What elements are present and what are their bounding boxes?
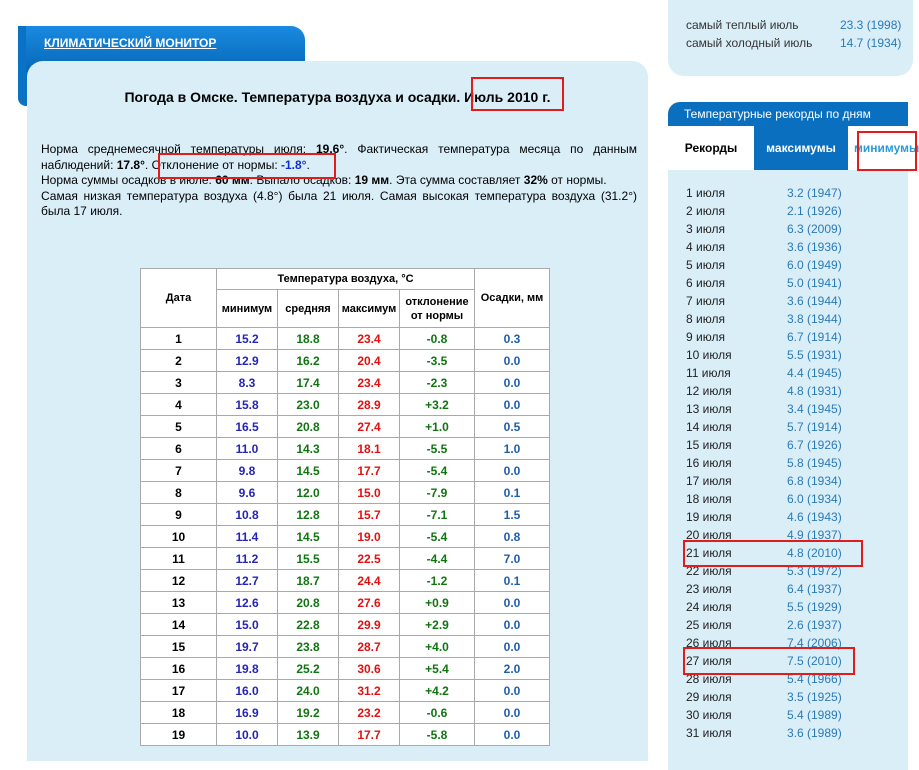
row-min: 11.0 — [217, 438, 278, 460]
record-row — [686, 312, 842, 326]
record-date: 18 июля — [686, 492, 732, 506]
record-value[interactable]: 3.6 (1936) — [787, 240, 842, 254]
record-value[interactable]: 3.6 (1989) — [787, 726, 842, 740]
row-avg: 17.4 — [278, 372, 339, 394]
table-row — [141, 658, 550, 680]
record-row — [686, 330, 842, 344]
coldest-july-label: самый холодный июль — [686, 36, 813, 50]
row-min: 12.6 — [217, 592, 278, 614]
record-row — [686, 600, 842, 614]
row-date: 6 — [141, 438, 217, 460]
row-max: 27.6 — [339, 592, 400, 614]
record-date: 3 июля — [686, 222, 725, 236]
summary-p1b: . Фактическая температура месяца по данным наблюдений: — [41, 142, 638, 172]
record-value[interactable]: 2.6 (1937) — [787, 618, 842, 632]
row-min: 15.8 — [217, 394, 278, 416]
row-avg: 23.0 — [278, 394, 339, 416]
record-date: 7 июля — [686, 294, 725, 308]
row-precip: 0.0 — [475, 460, 550, 482]
record-row — [686, 258, 842, 272]
record-value[interactable]: 5.5 (1931) — [787, 348, 842, 362]
row-avg: 15.5 — [278, 548, 339, 570]
table-row — [141, 548, 550, 570]
record-row — [686, 726, 842, 740]
record-value[interactable]: 3.4 (1945) — [787, 402, 842, 416]
record-date: 25 июля — [686, 618, 732, 632]
row-deviation: -5.5 — [400, 438, 475, 460]
row-date: 4 — [141, 394, 217, 416]
row-avg: 13.9 — [278, 724, 339, 746]
record-value[interactable]: 4.8 (1931) — [787, 384, 842, 398]
row-min: 15.0 — [217, 614, 278, 636]
record-date: 28 июля — [686, 672, 732, 686]
record-value[interactable]: 7.4 (2006) — [787, 636, 842, 650]
table-row — [141, 394, 550, 416]
row-deviation: +0.9 — [400, 592, 475, 614]
record-date: 22 июля — [686, 564, 732, 578]
row-max: 30.6 — [339, 658, 400, 680]
row-precip: 0.0 — [475, 614, 550, 636]
actual-precip: 19 мм — [354, 173, 390, 187]
record-value[interactable]: 6.0 (1949) — [787, 258, 842, 272]
weather-table — [140, 268, 550, 746]
row-date: 7 — [141, 460, 217, 482]
row-date: 13 — [141, 592, 217, 614]
record-value[interactable]: 4.8 (2010) — [787, 546, 842, 560]
table-row — [141, 438, 550, 460]
row-precip: 0.0 — [475, 680, 550, 702]
col-temp-header: Температура воздуха, °С — [217, 269, 475, 290]
record-row — [686, 618, 842, 632]
record-row — [686, 654, 842, 668]
summary-p1d: . — [306, 157, 310, 172]
record-row — [686, 348, 842, 362]
record-row — [686, 672, 842, 686]
record-row — [686, 582, 842, 596]
records-header-title: Температурные рекорды по дням — [684, 107, 871, 121]
row-precip: 1.5 — [475, 504, 550, 526]
col-min-header: минимум — [217, 290, 278, 328]
record-value[interactable]: 5.0 (1941) — [787, 276, 842, 290]
record-date: 10 июля — [686, 348, 732, 362]
row-min: 10.0 — [217, 724, 278, 746]
row-max: 31.2 — [339, 680, 400, 702]
record-value[interactable]: 3.5 (1925) — [787, 690, 842, 704]
row-precip: 7.0 — [475, 548, 550, 570]
row-max: 28.9 — [339, 394, 400, 416]
row-avg: 20.8 — [278, 592, 339, 614]
row-avg: 12.8 — [278, 504, 339, 526]
row-max: 29.9 — [339, 614, 400, 636]
row-min: 19.7 — [217, 636, 278, 658]
row-deviation: -0.8 — [400, 328, 475, 350]
row-deviation: +3.2 — [400, 394, 475, 416]
main-content-panel — [27, 61, 648, 761]
row-date: 10 — [141, 526, 217, 548]
row-deviation: -4.4 — [400, 548, 475, 570]
row-precip: 0.0 — [475, 350, 550, 372]
month-extremes-box — [668, 0, 913, 76]
row-max: 24.4 — [339, 570, 400, 592]
row-date: 14 — [141, 614, 217, 636]
row-date: 19 — [141, 724, 217, 746]
row-deviation: +5.4 — [400, 658, 475, 680]
summary-p2a: Норма суммы осадков в июле: — [41, 173, 216, 187]
row-precip: 0.8 — [475, 526, 550, 548]
row-precip: 0.0 — [475, 372, 550, 394]
record-row — [686, 384, 842, 398]
row-avg: 16.2 — [278, 350, 339, 372]
table-row — [141, 416, 550, 438]
table-row — [141, 460, 550, 482]
record-date: 8 июля — [686, 312, 725, 326]
row-precip: 0.0 — [475, 702, 550, 724]
row-date: 2 — [141, 350, 217, 372]
warmest-july-value[interactable]: 23.3 (1998) — [840, 18, 902, 32]
row-avg: 24.0 — [278, 680, 339, 702]
row-min: 15.2 — [217, 328, 278, 350]
row-avg: 12.0 — [278, 482, 339, 504]
record-date: 2 июля — [686, 204, 725, 218]
row-precip: 0.0 — [475, 394, 550, 416]
row-max: 27.4 — [339, 416, 400, 438]
warmest-july-label: самый теплый июль — [686, 18, 799, 32]
row-deviation: -7.9 — [400, 482, 475, 504]
record-row — [686, 240, 842, 254]
row-precip: 0.0 — [475, 724, 550, 746]
row-date: 12 — [141, 570, 217, 592]
record-row — [686, 222, 842, 236]
row-max: 17.7 — [339, 724, 400, 746]
row-date: 16 — [141, 658, 217, 680]
record-value[interactable]: 5.7 (1914) — [787, 420, 842, 434]
record-date: 24 июля — [686, 600, 732, 614]
row-date: 3 — [141, 372, 217, 394]
table-row — [141, 592, 550, 614]
row-precip: 0.5 — [475, 416, 550, 438]
row-avg: 18.7 — [278, 570, 339, 592]
row-avg: 18.8 — [278, 328, 339, 350]
record-date: 12 июля — [686, 384, 732, 398]
row-min: 12.9 — [217, 350, 278, 372]
table-row — [141, 680, 550, 702]
row-avg: 20.8 — [278, 416, 339, 438]
page-title: Погода в Омске. Температура воздуха и осадки. Июль 2010 г. — [124, 89, 551, 105]
row-date: 15 — [141, 636, 217, 658]
record-value[interactable]: 3.2 (1947) — [787, 186, 842, 200]
row-avg: 14.3 — [278, 438, 339, 460]
record-value[interactable]: 6.4 (1937) — [787, 582, 842, 596]
record-row — [686, 366, 842, 380]
row-min: 12.7 — [217, 570, 278, 592]
record-value[interactable]: 7.5 (2010) — [787, 654, 842, 668]
record-value[interactable]: 2.1 (1926) — [787, 204, 842, 218]
row-deviation: +4.0 — [400, 636, 475, 658]
row-max: 15.0 — [339, 482, 400, 504]
row-min: 10.8 — [217, 504, 278, 526]
record-row — [686, 492, 842, 506]
record-date: 27 июля — [686, 654, 732, 668]
row-deviation: -5.4 — [400, 460, 475, 482]
row-min: 16.5 — [217, 416, 278, 438]
row-avg: 23.8 — [278, 636, 339, 658]
col-avg-header: средняя — [278, 290, 339, 328]
col-precip-header: Осадки, мм — [475, 269, 550, 328]
table-row — [141, 328, 550, 350]
record-date: 1 июля — [686, 186, 725, 200]
record-row — [686, 276, 842, 290]
row-min: 9.8 — [217, 460, 278, 482]
row-avg: 14.5 — [278, 460, 339, 482]
record-row — [686, 204, 842, 218]
row-deviation: -3.5 — [400, 350, 475, 372]
table-row — [141, 570, 550, 592]
record-date: 21 июля — [686, 546, 732, 560]
row-deviation: -7.1 — [400, 504, 475, 526]
record-row — [686, 456, 842, 470]
row-precip: 2.0 — [475, 658, 550, 680]
row-precip: 0.3 — [475, 328, 550, 350]
record-date: 5 июля — [686, 258, 725, 272]
summary-p2c: . Эта сумма составляет — [389, 173, 524, 187]
row-precip: 0.0 — [475, 636, 550, 658]
deviation-label: Отклонение от нормы: — [151, 157, 281, 172]
record-date: 17 июля — [686, 474, 732, 488]
row-deviation: -5.4 — [400, 526, 475, 548]
record-date: 16 июля — [686, 456, 732, 470]
record-date: 19 июля — [686, 510, 732, 524]
row-avg: 22.8 — [278, 614, 339, 636]
record-date: 14 июля — [686, 420, 732, 434]
actual-temp: 17.8° — [116, 157, 145, 172]
table-row — [141, 372, 550, 394]
record-row — [686, 528, 842, 542]
summary-p2d: от нормы. — [547, 173, 607, 187]
records-tabs — [668, 126, 919, 170]
record-date: 11 июля — [686, 366, 731, 380]
records-list — [668, 170, 908, 770]
record-value[interactable]: 3.8 (1944) — [787, 312, 842, 326]
row-max: 22.5 — [339, 548, 400, 570]
summary-extremes: Самая низкая температура воздуха (4.8°) была 21 июля. Самая высокая температура воздуха (31.2°) была 17 июля. — [41, 188, 637, 218]
norm-temp: 19.6° — [315, 142, 345, 156]
row-max: 17.7 — [339, 460, 400, 482]
table-row — [141, 724, 550, 746]
deviation-value: -1.8° — [281, 157, 307, 172]
record-date: 15 июля — [686, 438, 732, 452]
record-row — [686, 474, 842, 488]
record-date: 6 июля — [686, 276, 725, 290]
col-max-header: максимум — [339, 290, 400, 328]
row-avg: 19.2 — [278, 702, 339, 724]
record-date: 13 июля — [686, 402, 732, 416]
row-deviation: -5.8 — [400, 724, 475, 746]
row-min: 9.6 — [217, 482, 278, 504]
row-date: 17 — [141, 680, 217, 702]
table-row — [141, 526, 550, 548]
record-value[interactable]: 4.4 (1945) — [787, 366, 842, 380]
precip-percent: 32% — [523, 173, 548, 187]
row-deviation: -1.2 — [400, 570, 475, 592]
record-row — [686, 708, 842, 722]
tab-records[interactable]: Рекорды — [684, 141, 738, 155]
row-precip: 0.1 — [475, 570, 550, 592]
record-date: 30 июля — [686, 708, 732, 722]
record-row — [686, 420, 842, 434]
row-max: 23.4 — [339, 328, 400, 350]
record-value[interactable]: 5.8 (1945) — [787, 456, 842, 470]
record-date: 9 июля — [686, 330, 725, 344]
row-date: 8 — [141, 482, 217, 504]
record-value[interactable]: 5.3 (1972) — [787, 564, 842, 578]
table-row — [141, 636, 550, 658]
row-min: 11.4 — [217, 526, 278, 548]
row-max: 28.7 — [339, 636, 400, 658]
record-value[interactable]: 6.7 (1914) — [787, 330, 842, 344]
tab-minimums[interactable]: минимумы — [854, 141, 919, 155]
row-precip: 0.0 — [475, 592, 550, 614]
record-value[interactable]: 3.6 (1944) — [787, 294, 842, 308]
coldest-july-value[interactable]: 14.7 (1934) — [840, 36, 902, 50]
row-avg: 14.5 — [278, 526, 339, 548]
col-date-header: Дата — [141, 269, 217, 328]
record-row — [686, 294, 842, 308]
table-row — [141, 702, 550, 724]
record-row — [686, 402, 842, 416]
table-row — [141, 614, 550, 636]
record-row — [686, 546, 842, 560]
row-date: 1 — [141, 328, 217, 350]
record-value[interactable]: 5.4 (1989) — [787, 708, 842, 722]
row-date: 5 — [141, 416, 217, 438]
norm-precip: 60 мм — [215, 173, 250, 187]
row-min: 8.3 — [217, 372, 278, 394]
row-avg: 25.2 — [278, 658, 339, 680]
row-deviation: -0.6 — [400, 702, 475, 724]
row-date: 9 — [141, 504, 217, 526]
summary-p2b: . Выпало осадков: — [249, 173, 355, 187]
record-value[interactable]: 6.8 (1934) — [787, 474, 842, 488]
row-deviation: +2.9 — [400, 614, 475, 636]
summary-p1c: . — [144, 157, 152, 172]
record-date: 31 июля — [686, 726, 732, 740]
row-max: 15.7 — [339, 504, 400, 526]
tab-maximums[interactable]: максимумы — [754, 126, 848, 170]
record-date: 29 июля — [686, 690, 732, 704]
record-value[interactable]: 6.3 (2009) — [787, 222, 842, 236]
table-row — [141, 504, 550, 526]
table-row — [141, 350, 550, 372]
summary-text — [41, 142, 637, 220]
row-max: 23.4 — [339, 372, 400, 394]
record-value[interactable]: 4.9 (1937) — [787, 528, 842, 542]
row-max: 20.4 — [339, 350, 400, 372]
row-max: 23.2 — [339, 702, 400, 724]
record-row — [686, 636, 842, 650]
row-deviation: -2.3 — [400, 372, 475, 394]
record-row — [686, 186, 842, 200]
col-dev-header: отклонение от нормы — [400, 290, 475, 328]
record-value[interactable]: 5.5 (1929) — [787, 600, 842, 614]
record-date: 23 июля — [686, 582, 732, 596]
record-row — [686, 564, 842, 578]
record-date: 20 июля — [686, 528, 732, 542]
record-value[interactable]: 5.4 (1966) — [787, 672, 842, 686]
record-row — [686, 690, 842, 704]
record-date: 26 июля — [686, 636, 732, 650]
row-date: 11 — [141, 548, 217, 570]
row-deviation: +1.0 — [400, 416, 475, 438]
row-deviation: +4.2 — [400, 680, 475, 702]
row-min: 16.0 — [217, 680, 278, 702]
row-max: 18.1 — [339, 438, 400, 460]
row-min: 11.2 — [217, 548, 278, 570]
row-precip: 0.1 — [475, 482, 550, 504]
record-value[interactable]: 4.6 (1943) — [787, 510, 842, 524]
climate-monitor-link[interactable]: КЛИМАТИЧЕСКИЙ МОНИТОР — [44, 36, 217, 50]
table-row — [141, 482, 550, 504]
summary-p1a: Норма среднемесячной температуры июля: — [41, 142, 316, 156]
row-date: 18 — [141, 702, 217, 724]
record-value[interactable]: 6.7 (1926) — [787, 438, 842, 452]
record-row — [686, 438, 842, 452]
record-row — [686, 510, 842, 524]
row-min: 19.8 — [217, 658, 278, 680]
row-max: 19.0 — [339, 526, 400, 548]
records-header — [668, 102, 908, 126]
record-date: 4 июля — [686, 240, 725, 254]
row-min: 16.9 — [217, 702, 278, 724]
record-value[interactable]: 6.0 (1934) — [787, 492, 842, 506]
row-precip: 1.0 — [475, 438, 550, 460]
